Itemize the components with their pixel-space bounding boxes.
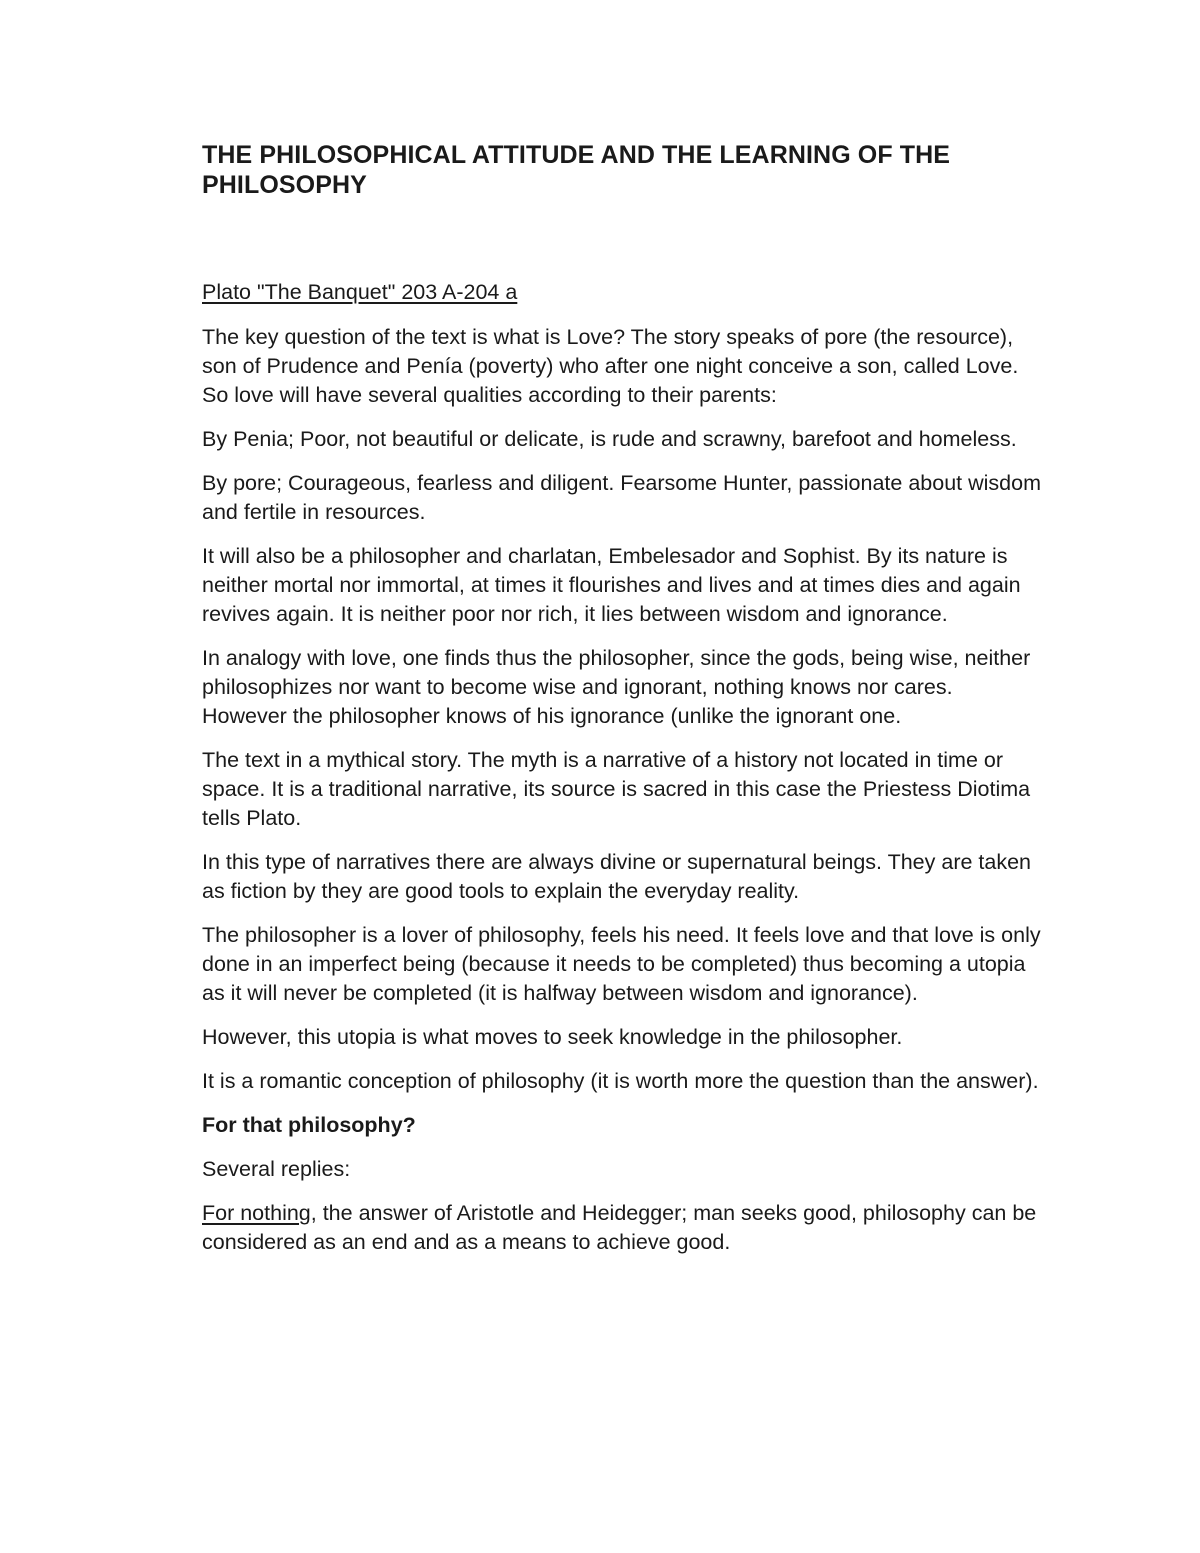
paragraph-lover-of-philosophy: The philosopher is a lover of philosophy, feels his need. It feels love and that love is only done in an imperfect being (because it needs to be completed) thus becoming a utopia as it will never be completed (it is halfway between wisdom and ignorance). (202, 923, 1041, 1005)
section-intro: Several replies: (202, 1157, 351, 1181)
paragraph-utopia: However, this utopia is what moves to seek knowledge in the philosopher. (202, 1025, 903, 1049)
paragraph-rest: , the answer of Aristotle and Heidegger; man seeks good, philosophy can be considered as an end and as a means to achieve good. (202, 1201, 1037, 1254)
paragraph-key-question: The key question of the text is what is Love? The story speaks of pore (the resource), son of Prudence and Penía (poverty) who after one night conceive a son, called Love. So love will have several qualities according to their parents: (202, 325, 1019, 407)
paragraph-by-pore: By pore; Courageous, fearless and diligent. Fearsome Hunter, passionate about wisdom and fertile in resources. (202, 471, 1041, 524)
paragraph-philosopher-charlatan: It will also be a philosopher and charlatan, Embelesador and Sophist. By its nature is neither mortal nor immortal, at times it flourishes and lives and at times dies and again revives again. It is neither poor nor rich, it lies between wisdom and ignorance. (202, 544, 1021, 626)
paragraph-by-penia: By Penia; Poor, not beautiful or delicate, is rude and scrawny, barefoot and homeless. (202, 427, 1017, 451)
paragraph-romantic-conception: It is a romantic conception of philosophy (it is worth more the question than the answer). (202, 1069, 1039, 1093)
document-page (202, 140, 1042, 1257)
underlined-lead: For nothing (202, 1201, 311, 1225)
paragraph-mythical-story: The text in a mythical story. The myth is a narrative of a history not located in time or space. It is a traditional narrative, its source is sacred in this case the Priestess Diotima tells Plato. (202, 748, 1031, 830)
paragraph-for-nothing (202, 1199, 1042, 1257)
source-reference: Plato "The Banquet" 203 A-204 a (202, 280, 518, 304)
paragraph-narratives: In this type of narratives there are always divine or supernatural beings. They are taken as fiction by they are good tools to explain the everyday reality. (202, 850, 1031, 903)
paragraph-analogy-with-love: In analogy with love, one finds thus the philosopher, since the gods, being wise, neither philosophizes nor want to become wise and ignorant, nothing knows nor cares. However the philosopher knows of his ignorance (unlike the ignorant one. (202, 646, 1031, 728)
document-title: THE PHILOSOPHICAL ATTITUDE AND THE LEARNING OF THE PHILOSOPHY (202, 141, 951, 199)
section-heading: For that philosophy? (202, 1113, 416, 1137)
